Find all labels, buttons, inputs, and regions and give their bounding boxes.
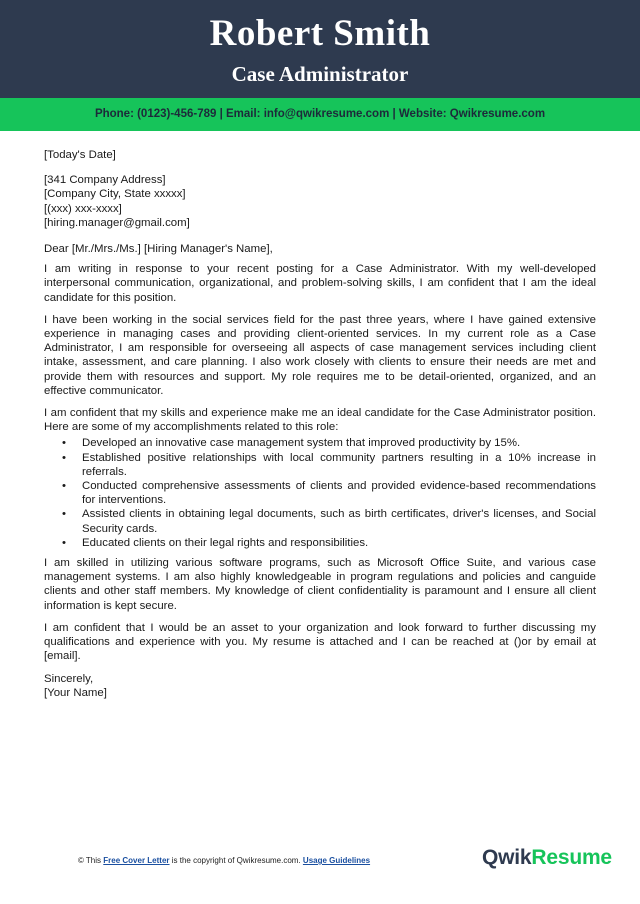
footer-copyright [78,856,370,865]
list-item [62,451,596,479]
sign-off: Sincerely, [44,672,94,685]
bullet-text: Developed an innovative case management system that improved productivity by 15%. [82,437,521,450]
address-line: [341 Company Address] [44,174,166,187]
bullet-icon: • [62,508,66,521]
footer-text-middle: is the copyright of Qwikresume.com. [171,856,301,865]
list-item [62,536,596,550]
qwikresume-logo[interactable] [482,846,612,870]
letter-date: [Today's Date] [44,149,116,161]
footer-text-this: This [85,856,102,865]
candidate-name: Robert Smith [209,13,431,54]
bullet-icon: • [62,451,66,464]
paragraph-experience: I have been working in the social services field for the past three years, where I have gained extensive experience in managing cases and providing client-oriented services. In my current role as a Case Administrator, I am responsible for overseeing all aspects of case management services including client intake, assessment, and care planning. I also work closely with clients to ensure their needs are met and provide them with resources and support. My role requires me to be detail-oriented, organized, and an effective communicator. [44,313,596,397]
contact-bar: Phone: (0123)-456-789 | Email: info@qwikresume.com | Website: Qwikresume.com [0,98,640,131]
bullet-text: Assisted clients in obtaining legal documents, such as birth certificates, driver's licenses, and Social Security cards. [82,508,596,535]
signature: [Your Name] [44,686,107,699]
bullet-icon: • [62,437,66,450]
bullet-icon: • [62,480,66,493]
accomplishments-list [44,436,596,550]
letter-body [44,148,596,700]
logo-part-resume: Resume [531,846,612,869]
list-item [62,507,596,535]
logo-part-qwik: Qwik [482,846,532,869]
bullet-text: Educated clients on their legal rights and responsibilities. [82,536,369,549]
paragraph-closing: I am confident that I would be an asset to your organization and look forward to further discussing my qualifications and experience with you. My resume is attached and I can be reached at ()or by email at [email]. [44,621,596,663]
recipient-address [44,173,596,230]
list-item [62,479,596,507]
salutation: Dear [Mr./Mrs./Ms.] [Hiring Manager's Name], [44,243,273,256]
bullet-icon: • [62,536,66,549]
copyright-icon: © [78,856,84,865]
free-cover-letter-link[interactable]: Free Cover Letter [103,856,170,865]
job-title: Case Administrator [231,62,409,86]
paragraph-accomplishments-intro: I am confident that my skills and experience make me an ideal candidate for the Case Administrator position. Here are some of my accomplishments related to this role: [44,407,596,434]
address-line: [(xxx) xxx-xxxx] [44,202,122,215]
usage-guidelines-link[interactable]: Usage Guidelines [302,856,371,865]
bullet-text: Conducted comprehensive assessments of clients and provided evidence-based recommendations for interventions. [82,480,596,507]
list-item [62,436,596,450]
address-line: [Company City, State xxxxx] [44,188,186,201]
paragraph-skills: I am skilled in utilizing various software programs, such as Microsoft Office Suite, and various case management systems. I am also highly knowledgeable in program regulations and policies and canguide clients and other staff members. My knowledge of client confidentiality is paramount and I ensure all client information is kept secure. [44,557,596,612]
address-line: [hiring.manager@gmail.com] [44,216,190,229]
paragraph-intro: I am writing in response to your recent posting for a Case Administrator. With my well-developed interpersonal communication, organizational, and problem-solving skills, I am confident that I am the ideal candidate for this position. [44,263,596,304]
bullet-text: Established positive relationships with local community partners resulting in a 10% increase in referrals. [82,451,596,478]
resume-header [0,0,640,98]
